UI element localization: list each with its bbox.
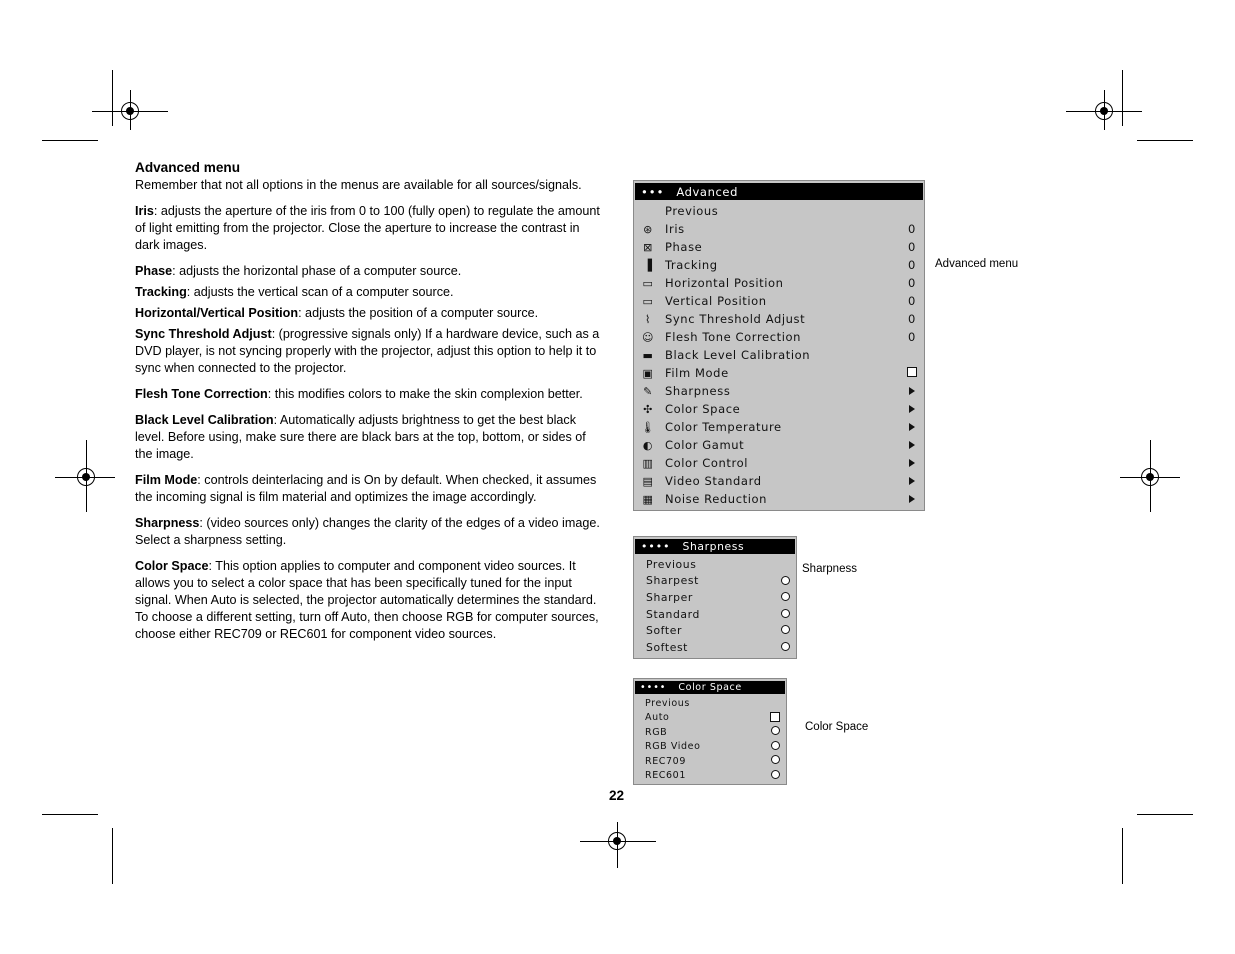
black-level-icon: ▬ bbox=[642, 348, 654, 362]
radio-wrapper[interactable] bbox=[780, 641, 790, 654]
color-space-menu-screenshot bbox=[633, 678, 787, 785]
radio-wrapper[interactable] bbox=[770, 770, 780, 782]
menu-depth-dots: •••• bbox=[640, 682, 667, 693]
menu-item-color-space[interactable] bbox=[634, 400, 924, 418]
radio-wrapper[interactable] bbox=[780, 624, 790, 637]
crop-mark bbox=[1122, 828, 1123, 884]
paragraph-sharpness bbox=[135, 515, 603, 549]
submenu-indicator bbox=[904, 438, 920, 452]
section-heading: Advanced menu bbox=[135, 160, 240, 175]
menu-header bbox=[635, 539, 795, 554]
radio-wrapper[interactable] bbox=[770, 741, 780, 753]
definition: : adjusts the horizontal phase of a computer source. bbox=[172, 264, 462, 278]
menu-item-black-level-calibration[interactable] bbox=[634, 346, 924, 364]
document-body bbox=[135, 158, 603, 652]
menu-item-phase[interactable] bbox=[634, 238, 924, 256]
radio-button[interactable] bbox=[771, 770, 780, 779]
menu-item-standard[interactable] bbox=[634, 606, 796, 623]
phase-icon: ⊠ bbox=[643, 240, 653, 254]
color-temperature-icon: 🌡 bbox=[640, 420, 656, 434]
menu-item-label: Previous bbox=[646, 557, 697, 571]
menu-item-label: Color Gamut bbox=[665, 438, 745, 452]
menu-item-color-gamut[interactable] bbox=[634, 436, 924, 454]
sharpness-menu-screenshot bbox=[633, 536, 797, 659]
term: Phase bbox=[135, 264, 173, 278]
menu-title: Advanced bbox=[676, 184, 738, 199]
submenu-indicator bbox=[904, 420, 920, 434]
radio-wrapper[interactable] bbox=[780, 608, 790, 621]
menu-item-sharpness[interactable] bbox=[634, 382, 924, 400]
menu-item-value: 0 bbox=[908, 294, 916, 308]
radio-button[interactable] bbox=[781, 592, 790, 601]
menu-item-label: Tracking bbox=[665, 258, 718, 272]
menu-item-value: 0 bbox=[908, 258, 916, 272]
menu-title: Sharpness bbox=[682, 540, 745, 553]
page-number: 22 bbox=[609, 788, 625, 803]
menu-item-iris[interactable] bbox=[634, 220, 924, 238]
menu-item-label: Horizontal Position bbox=[665, 276, 784, 290]
submenu-arrow-icon bbox=[909, 405, 915, 413]
menu-item-rgb[interactable] bbox=[634, 725, 786, 740]
submenu-arrow-icon bbox=[909, 387, 915, 395]
submenu-indicator bbox=[904, 456, 920, 470]
radio-button[interactable] bbox=[771, 741, 780, 750]
paragraph-black-level bbox=[135, 412, 603, 463]
menu-item-label: Phase bbox=[665, 240, 703, 254]
crop-mark bbox=[1137, 140, 1193, 141]
term: Iris bbox=[135, 204, 154, 218]
menu-item-color-temperature[interactable] bbox=[634, 418, 924, 436]
menu-item-tracking[interactable] bbox=[634, 256, 924, 274]
menu-item-value: 0 bbox=[908, 222, 916, 236]
menu-item-vertical-position[interactable] bbox=[634, 292, 924, 310]
submenu-arrow-icon bbox=[909, 477, 915, 485]
paragraph-phase bbox=[135, 263, 603, 280]
paragraph-film-mode bbox=[135, 472, 603, 506]
checkbox[interactable] bbox=[770, 712, 780, 722]
menu-header bbox=[635, 183, 923, 200]
menu-title: Color Space bbox=[678, 682, 742, 693]
sharpness-menu-caption: Sharpness bbox=[802, 563, 857, 575]
paragraph-tracking bbox=[135, 284, 603, 301]
sharpness-icon: ✎ bbox=[643, 384, 653, 398]
term: Sync Threshold Adjust bbox=[135, 327, 272, 341]
definition: : adjusts the vertical scan of a computer source. bbox=[186, 285, 454, 299]
menu-item-label: Vertical Position bbox=[665, 294, 767, 308]
submenu-indicator bbox=[904, 492, 920, 506]
menu-item-label: Video Standard bbox=[665, 474, 762, 488]
checkbox[interactable] bbox=[907, 367, 917, 377]
paragraph-iris bbox=[135, 203, 603, 254]
menu-item-softest[interactable] bbox=[634, 639, 796, 656]
menu-item-label: Softest bbox=[646, 640, 689, 654]
menu-item-noise-reduction[interactable] bbox=[634, 490, 924, 508]
submenu-arrow-icon bbox=[909, 495, 915, 503]
menu-item-sharper[interactable] bbox=[634, 589, 796, 606]
paragraph-sync-threshold bbox=[135, 326, 603, 377]
menu-item-film-mode[interactable] bbox=[634, 364, 924, 382]
definition: : (video sources only) changes the clarity of the edges of a video image. Select a sharpness setting. bbox=[135, 516, 600, 547]
menu-item-label: Sync Threshold Adjust bbox=[665, 312, 806, 326]
menu-item-label: REC601 bbox=[645, 770, 686, 782]
menu-depth-dots: ••• bbox=[641, 184, 665, 199]
menu-item-label: Standard bbox=[646, 607, 700, 621]
menu-item-label: Black Level Calibration bbox=[665, 348, 811, 362]
menu-item-value: 0 bbox=[908, 276, 916, 290]
submenu-arrow-icon bbox=[909, 459, 915, 467]
submenu-indicator bbox=[904, 384, 920, 398]
menu-item-label: REC709 bbox=[645, 755, 686, 767]
vertical-position-icon: ▭ bbox=[642, 294, 654, 308]
radio-wrapper[interactable] bbox=[770, 755, 780, 767]
advanced-menu-caption: Advanced menu bbox=[935, 258, 1019, 270]
definition: : This option applies to computer and component video sources. It allows you to select a color space that has been specifically tuned for the input signal. When Auto is selected, the projector automatically determines the standard. To choose a different setting, turn off Auto, then choose RGB for computer sources, choose either REC709 or REC601 for component video sources. bbox=[135, 559, 599, 641]
advanced-menu-screenshot bbox=[633, 180, 925, 511]
intro-text: Remember that not all options in the menus are available for all sources/signals. bbox=[135, 178, 582, 192]
crop-mark bbox=[42, 814, 98, 815]
definition: : this modifies colors to make the skin complexion better. bbox=[267, 387, 583, 401]
crop-mark bbox=[1137, 814, 1193, 815]
video-standard-icon: ▤ bbox=[642, 474, 654, 488]
radio-button[interactable] bbox=[781, 642, 790, 651]
menu-item-label: RGB bbox=[645, 726, 668, 738]
menu-item-value: 0 bbox=[908, 330, 916, 344]
radio-button[interactable] bbox=[781, 576, 790, 585]
checkbox-wrapper[interactable] bbox=[904, 366, 920, 380]
menu-item-label: Color Control bbox=[665, 456, 749, 470]
radio-wrapper[interactable] bbox=[770, 726, 780, 738]
sync-threshold-icon: ⌇ bbox=[645, 312, 651, 326]
paragraph-color-space bbox=[135, 558, 603, 643]
menu-item-value: 0 bbox=[908, 240, 916, 254]
term: Black Level Calibration bbox=[135, 413, 274, 427]
term: Tracking bbox=[135, 285, 187, 299]
film-mode-icon: ▣ bbox=[642, 366, 654, 380]
color-space-menu-caption: Color Space bbox=[805, 721, 869, 733]
menu-item-label: Color Space bbox=[665, 402, 741, 416]
submenu-arrow-icon bbox=[909, 441, 915, 449]
color-gamut-icon: ◐ bbox=[642, 438, 654, 452]
menu-item-label: Sharpness bbox=[665, 384, 731, 398]
crop-mark bbox=[112, 70, 113, 126]
radio-wrapper[interactable] bbox=[780, 575, 790, 588]
menu-item-softer[interactable] bbox=[634, 622, 796, 639]
menu-item-previous[interactable] bbox=[634, 696, 786, 711]
menu-item-horizontal-position[interactable] bbox=[634, 274, 924, 292]
crop-mark bbox=[42, 140, 98, 141]
menu-item-flesh-tone-correction[interactable] bbox=[634, 328, 924, 346]
term: Horizontal/Vertical Position bbox=[135, 306, 299, 320]
menu-item-sharpest[interactable] bbox=[634, 573, 796, 590]
menu-item-label: Flesh Tone Correction bbox=[665, 330, 802, 344]
menu-item-label: Noise Reduction bbox=[665, 492, 768, 506]
menu-item-label: Color Temperature bbox=[665, 420, 782, 434]
checkbox-wrapper[interactable] bbox=[770, 712, 780, 725]
flesh-tone-icon: ☺ bbox=[641, 330, 655, 344]
color-control-icon: ▥ bbox=[642, 456, 654, 470]
menu-header bbox=[635, 681, 785, 694]
submenu-indicator bbox=[904, 474, 920, 488]
menu-item-label: Previous bbox=[645, 697, 690, 709]
submenu-indicator bbox=[904, 402, 920, 416]
definition: : controls deinterlacing and is On by default. When checked, it assumes the incoming signal is film material and optimizes the image accordingly. bbox=[135, 473, 597, 504]
menu-item-label: Film Mode bbox=[665, 366, 729, 380]
menu-item-previous[interactable] bbox=[634, 556, 796, 573]
menu-item-color-control[interactable] bbox=[634, 454, 924, 472]
paragraph-flesh-tone bbox=[135, 386, 603, 403]
menu-item-label: Sharpest bbox=[646, 574, 699, 588]
menu-item-rgb-video[interactable] bbox=[634, 740, 786, 755]
menu-item-label: Softer bbox=[646, 624, 682, 638]
menu-item-label: Auto bbox=[645, 712, 670, 724]
menu-item-label: Sharper bbox=[646, 590, 693, 604]
color-space-icon: ✣ bbox=[643, 402, 653, 416]
menu-item-sync-threshold-adjust[interactable] bbox=[634, 310, 924, 328]
term: Film Mode bbox=[135, 473, 198, 487]
menu-item-auto[interactable] bbox=[634, 711, 786, 726]
menu-item-rec601[interactable] bbox=[634, 769, 786, 784]
definition: : adjusts the aperture of the iris from 0 to 100 (fully open) to regulate the amount of light emitting from the projector. Close the aperture to increase the contrast in dark images. bbox=[135, 204, 600, 252]
radio-button[interactable] bbox=[771, 755, 780, 764]
radio-button[interactable] bbox=[771, 726, 780, 735]
definition: : adjusts the position of a computer source. bbox=[298, 306, 539, 320]
menu-item-rec709[interactable] bbox=[634, 754, 786, 769]
term: Color Space bbox=[135, 559, 209, 573]
crop-mark bbox=[1122, 70, 1123, 126]
term: Flesh Tone Correction bbox=[135, 387, 268, 401]
menu-item-value: 0 bbox=[908, 312, 916, 326]
paragraph-position bbox=[135, 305, 603, 322]
radio-button[interactable] bbox=[781, 625, 790, 634]
iris-icon: ⊛ bbox=[643, 222, 653, 236]
menu-item-video-standard[interactable] bbox=[634, 472, 924, 490]
definition: : Automatically adjusts brightness to get the best black level. Before using, make sure there are black bars at the top, bottom, or sides of the image. bbox=[135, 413, 586, 461]
crop-mark bbox=[112, 828, 113, 884]
definition: : (progressive signals only) If a hardware device, such as a DVD player, is not syncing properly with the projector, adjust this option to help it to sync when connected to the projector. bbox=[135, 327, 600, 375]
tracking-icon: ▐ bbox=[643, 258, 653, 272]
menu-depth-dots: •••• bbox=[641, 540, 671, 553]
radio-wrapper[interactable] bbox=[780, 591, 790, 604]
term: Sharpness bbox=[135, 516, 200, 530]
noise-reduction-icon: ▦ bbox=[642, 492, 654, 506]
menu-item-label: Iris bbox=[665, 222, 685, 236]
radio-button[interactable] bbox=[781, 609, 790, 618]
submenu-arrow-icon bbox=[909, 423, 915, 431]
menu-item-label: RGB Video bbox=[645, 741, 701, 753]
menu-item-previous[interactable] bbox=[634, 202, 924, 220]
menu-item-label: Previous bbox=[665, 204, 719, 218]
horizontal-position-icon: ▭ bbox=[642, 276, 654, 290]
